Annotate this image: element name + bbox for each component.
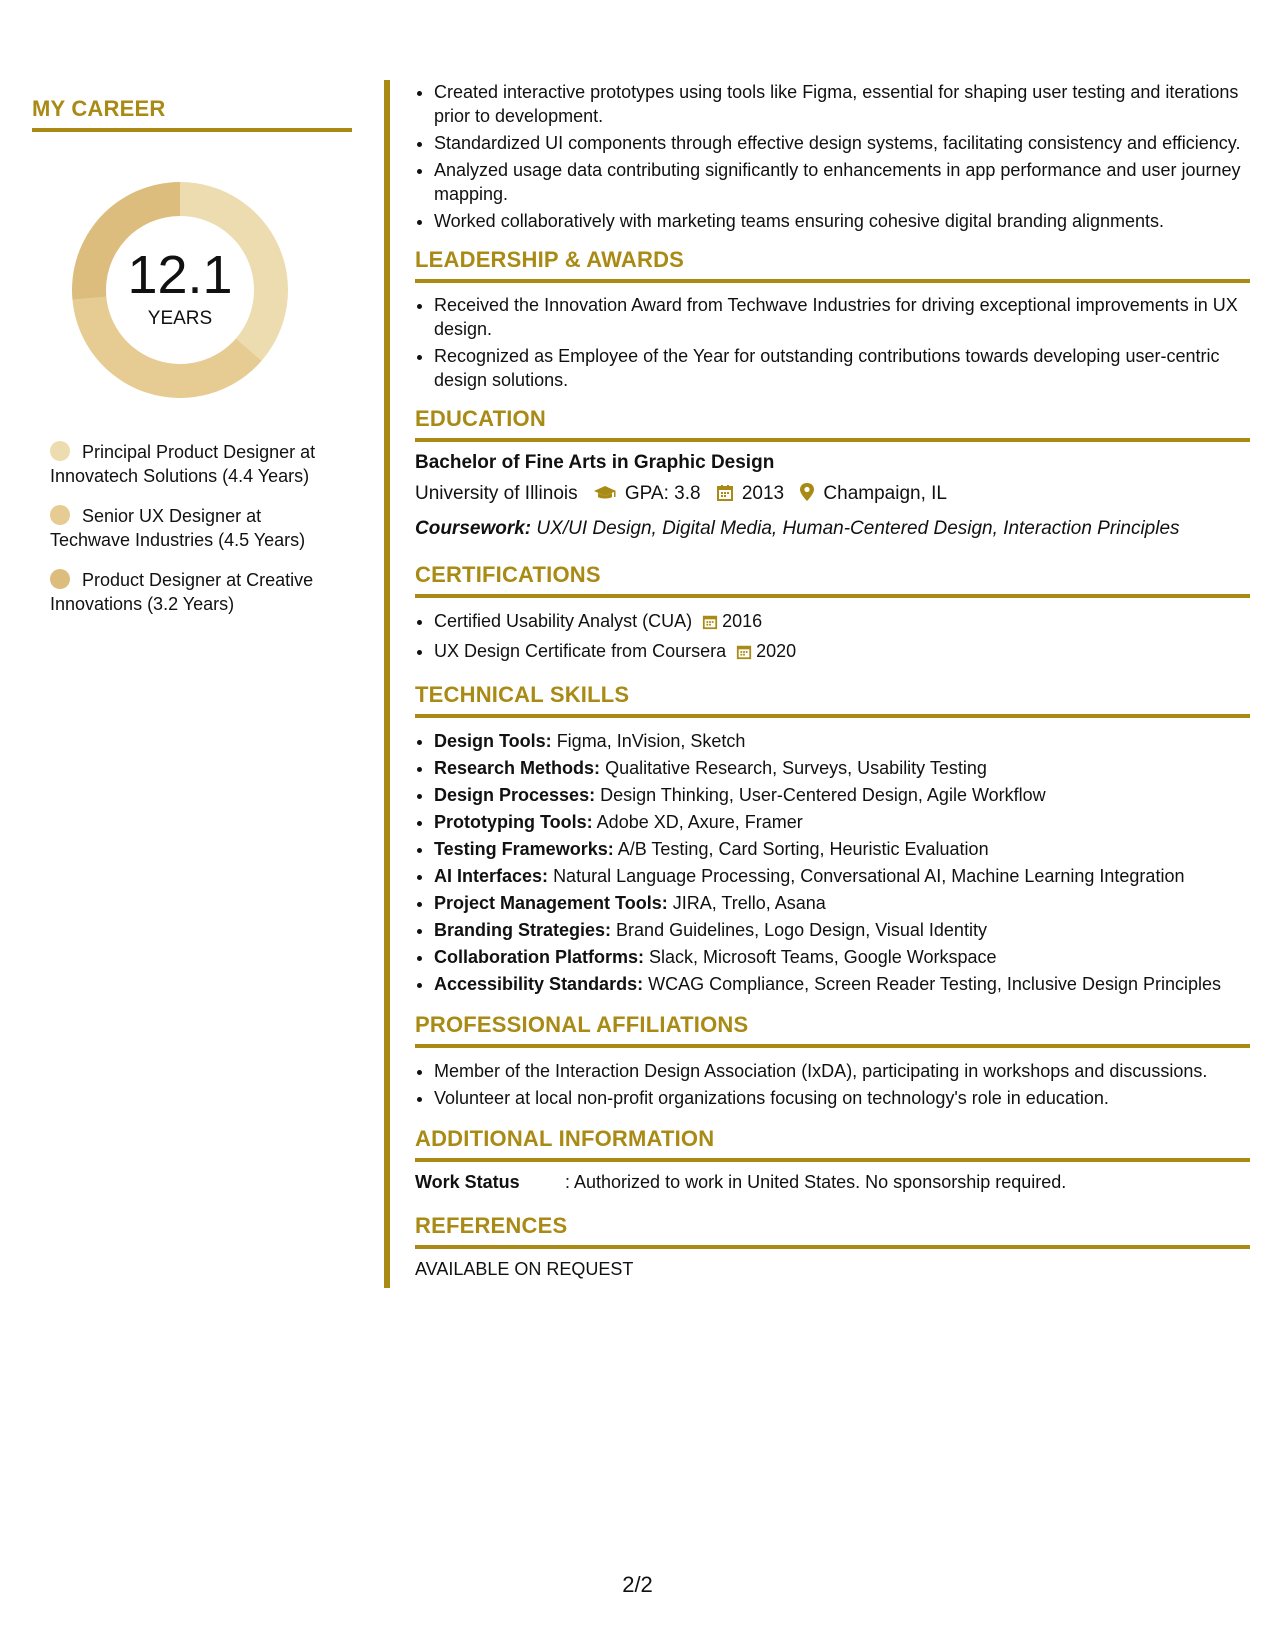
skill-value: Brand Guidelines, Logo Design, Visual Identity bbox=[616, 920, 987, 940]
leadership-list bbox=[415, 293, 1250, 392]
certifications-list bbox=[415, 608, 1250, 668]
work-status-row bbox=[415, 1172, 1250, 1193]
legend-dot bbox=[50, 505, 70, 525]
list-item bbox=[434, 755, 1250, 782]
skill-label: Prototyping Tools: bbox=[434, 812, 593, 832]
education-title: EDUCATION bbox=[415, 406, 1250, 442]
skill-label: Design Processes: bbox=[434, 785, 596, 805]
list-item bbox=[434, 944, 1250, 971]
education-degree: Bachelor of Fine Arts in Graphic Design bbox=[415, 452, 775, 473]
calendar-icon bbox=[736, 641, 752, 668]
affiliations-list bbox=[415, 1058, 1250, 1112]
skill-value: Figma, InVision, Sketch bbox=[556, 731, 746, 751]
skills-title: TECHNICAL SKILLS bbox=[415, 682, 1250, 718]
list-item: • Member of the Interaction Design Association (IxDA), participating in workshops and discussions. bbox=[434, 1058, 1250, 1085]
skill-value: Qualitative Research, Surveys, Usability Testing bbox=[605, 758, 987, 778]
skill-label: Research Methods: bbox=[434, 758, 601, 778]
skills-list bbox=[415, 728, 1250, 998]
calendar-icon bbox=[716, 484, 734, 508]
list-item bbox=[434, 809, 1250, 836]
graduation-cap-icon bbox=[593, 484, 617, 508]
education-coursework bbox=[415, 518, 1250, 540]
certifications-title: CERTIFICATIONS bbox=[415, 562, 1250, 598]
legend-dot bbox=[50, 569, 70, 589]
legend-dot bbox=[50, 441, 70, 461]
cert-year: 2016 bbox=[722, 611, 763, 631]
skill-label: Collaboration Platforms: bbox=[434, 947, 645, 967]
column-divider bbox=[384, 80, 390, 1288]
list-item bbox=[434, 836, 1250, 863]
education-details bbox=[415, 482, 1250, 508]
references-text: AVAILABLE ON REQUEST bbox=[415, 1259, 634, 1279]
skill-value: Adobe XD, Axure, Framer bbox=[596, 812, 803, 832]
list-item: • Received the Innovation Award from Techwave Industries for driving exceptional improvements in UX design. bbox=[434, 293, 1250, 341]
list-item bbox=[434, 863, 1250, 890]
list-item bbox=[434, 890, 1250, 917]
calendar-icon bbox=[702, 611, 718, 638]
career-donut-chart bbox=[66, 176, 294, 404]
location-pin-icon bbox=[799, 482, 815, 508]
legend-label: Product Designer at Creative Innovations (3.2 Years) bbox=[50, 570, 314, 614]
list-item bbox=[434, 917, 1250, 944]
legend-item bbox=[50, 440, 340, 488]
work-status-value: : Authorized to work in United States. No sponsorship required. bbox=[565, 1172, 1067, 1192]
legend-item bbox=[50, 568, 340, 616]
legend-item bbox=[50, 504, 340, 552]
career-title: MY CAREER bbox=[32, 96, 352, 132]
list-item: • Standardized UI components through effective design systems, facilitating consistency and efficiency. bbox=[434, 131, 1250, 155]
additional-title: ADDITIONAL INFORMATION bbox=[415, 1126, 1250, 1162]
coursework-label: Coursework: bbox=[415, 518, 532, 539]
career-total-years: 12.1 bbox=[127, 245, 233, 305]
skill-label: Design Tools: bbox=[434, 731, 552, 751]
career-legend bbox=[50, 440, 340, 616]
skill-value: WCAG Compliance, Screen Reader Testing, Inclusive Design Principles bbox=[648, 974, 1222, 994]
work-status-label: Work Status bbox=[415, 1172, 520, 1192]
list-item: • Analyzed usage data contributing significantly to enhancements in app performance and user journey mapping. bbox=[434, 158, 1250, 206]
skill-label: Project Management Tools: bbox=[434, 893, 668, 913]
experience-bullets bbox=[415, 80, 1250, 233]
education-school: University of Illinois bbox=[415, 483, 578, 504]
skill-value: Design Thinking, User-Centered Design, Agile Workflow bbox=[600, 785, 1046, 805]
list-item bbox=[434, 782, 1250, 809]
skill-label: AI Interfaces: bbox=[434, 866, 549, 886]
cert-name: UX Design Certificate from Coursera bbox=[434, 641, 727, 661]
skill-value: Slack, Microsoft Teams, Google Workspace bbox=[649, 947, 997, 967]
cert-year: 2020 bbox=[756, 641, 797, 661]
main-content bbox=[415, 80, 1250, 1280]
list-item bbox=[434, 971, 1250, 998]
coursework-value: UX/UI Design, Digital Media, Human-Centered Design, Interaction Principles bbox=[536, 518, 1180, 539]
legend-label: Senior UX Designer at Techwave Industries (4.5 Years) bbox=[50, 506, 306, 550]
education-gpa: GPA: 3.8 bbox=[624, 483, 701, 504]
career-total-unit: YEARS bbox=[147, 308, 213, 329]
career-sidebar bbox=[32, 96, 352, 632]
references-title: REFERENCES bbox=[415, 1213, 1250, 1249]
list-item: • Volunteer at local non-profit organizations focusing on technology's role in education. bbox=[434, 1085, 1250, 1112]
list-item: • Created interactive prototypes using tools like Figma, essential for shaping user testing and iterations prior to development. bbox=[434, 80, 1250, 128]
legend-label: Principal Product Designer at Innovatech Solutions (4.4 Years) bbox=[50, 442, 316, 486]
skill-value: JIRA, Trello, Asana bbox=[672, 893, 826, 913]
list-item bbox=[434, 638, 1250, 668]
cert-name: Certified Usability Analyst (CUA) bbox=[434, 611, 693, 631]
education-year: 2013 bbox=[741, 483, 785, 504]
skill-label: Branding Strategies: bbox=[434, 920, 612, 940]
list-item: • Worked collaboratively with marketing teams ensuring cohesive digital branding alignments. bbox=[434, 209, 1250, 233]
skill-label: Accessibility Standards: bbox=[434, 974, 644, 994]
skill-value: A/B Testing, Card Sorting, Heuristic Evaluation bbox=[617, 839, 989, 859]
leadership-title: LEADERSHIP & AWARDS bbox=[415, 247, 1250, 283]
skill-value: Natural Language Processing, Conversational AI, Machine Learning Integration bbox=[553, 866, 1185, 886]
education-location: Champaign, IL bbox=[823, 483, 947, 504]
list-item: • Recognized as Employee of the Year for outstanding contributions towards developing user-centric design solutions. bbox=[434, 344, 1250, 392]
affiliations-title: PROFESSIONAL AFFILIATIONS bbox=[415, 1012, 1250, 1048]
list-item bbox=[434, 728, 1250, 755]
skill-label: Testing Frameworks: bbox=[434, 839, 614, 859]
list-item bbox=[434, 608, 1250, 638]
page-number: 2/2 bbox=[622, 1572, 653, 1597]
